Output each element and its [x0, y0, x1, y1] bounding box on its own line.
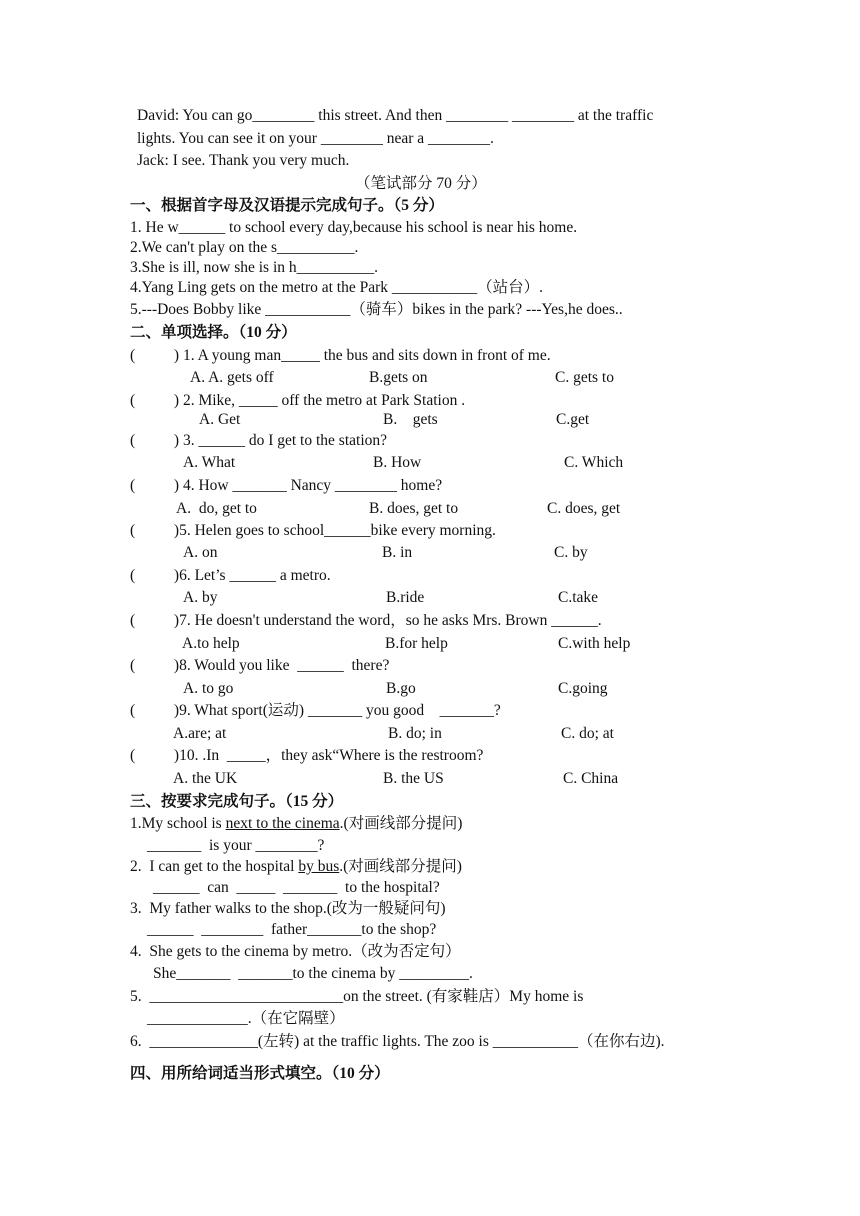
- rewrite-answer-3: ______ ________ father_______to the shop?: [147, 921, 437, 938]
- mc-option-8c: C.going: [558, 680, 608, 697]
- mc-option-8a: A. to go: [183, 680, 234, 697]
- rewrite-question-6: 6. ______________(左转) at the traffic lights. The zoo is ___________（在你右边).: [130, 1033, 665, 1050]
- mc-question-10: ( )10. .In _____，they ask“Where is the restroom?: [130, 747, 484, 764]
- mc-question-8: ( )8. Would you like ______ there?: [130, 657, 390, 674]
- mc-option-2c: C.get: [556, 411, 590, 428]
- mc-option-7c: C.with help: [558, 635, 631, 652]
- section1-item-5: 5.---Does Bobby like ___________（骑车）bikes in the park? ---Yes,he does..: [130, 301, 623, 318]
- section4-heading: 四、用所给词适当形式填空。（10 分）: [130, 1065, 390, 1082]
- rewrite-q2-text: 2. I can get to the hospital: [130, 858, 299, 875]
- mc-option-9a: A.are; at: [173, 725, 227, 742]
- dialogue-line-david-2: lights. You can see it on your ________ near a ________.: [137, 130, 494, 147]
- section1-item-4: 4.Yang Ling gets on the metro at the Park ___________（站台）.: [130, 279, 544, 296]
- rewrite-q1-text: 1.My school is: [130, 815, 226, 832]
- rewrite-q1-underlined: next to the cinema: [225, 815, 340, 832]
- mc-question-2: ( ) 2. Mike, _____ off the metro at Park Station .: [130, 392, 466, 409]
- mc-option-10a: A. the UK: [173, 770, 238, 787]
- rewrite-answer-1: _______ is your ________?: [147, 837, 325, 854]
- mc-option-6c: C.take: [558, 589, 599, 606]
- rewrite-q2-instruction: .(对画线部分提问): [339, 858, 462, 875]
- section1-item-3: 3.She is ill, now she is in h__________.: [130, 259, 379, 276]
- mc-option-4b: B. does, get to: [369, 500, 459, 517]
- section1-heading: 一、根据首字母及汉语提示完成句子。（5 分）: [130, 197, 444, 214]
- mc-option-8b: B.go: [386, 680, 416, 697]
- mc-option-7a: A.to help: [182, 635, 240, 652]
- rewrite-q1-instruction: .(对画线部分提问): [339, 815, 463, 832]
- mc-option-5b: B. in: [382, 544, 413, 561]
- mc-option-5c: C. by: [554, 544, 588, 561]
- mc-option-2b: B. gets: [383, 411, 438, 428]
- rewrite-question-3: 3. My father walks to the shop.(改为一般疑问句): [130, 900, 446, 917]
- mc-option-4c: C. does, get: [547, 500, 621, 517]
- mc-question-1: ( ) 1. A young man_____ the bus and sits down in front of me.: [130, 347, 551, 364]
- rewrite-q2-underlined: by bus: [298, 858, 340, 875]
- mc-option-3c: C. Which: [564, 454, 624, 471]
- section2-heading: 二、单项选择。（10 分）: [130, 324, 297, 341]
- mc-option-6a: A. by: [183, 589, 218, 606]
- mc-option-9b: B. do; in: [388, 725, 442, 742]
- section1-item-2: 2.We can't play on the s__________.: [130, 239, 359, 256]
- mc-question-4: ( ) 4. How _______ Nancy ________ home?: [130, 477, 443, 494]
- mc-option-10b: B. the US: [383, 770, 444, 787]
- mc-question-3: ( ) 3. ______ do I get to the station?: [130, 432, 387, 449]
- dialogue-line-jack: Jack: I see. Thank you very much.: [137, 152, 350, 169]
- mc-option-3a: A. What: [183, 454, 236, 471]
- mc-option-5a: A. on: [183, 544, 218, 561]
- mc-question-7: ( )7. He doesn't understand the word，so he asks Mrs. Brown ______.: [130, 612, 602, 629]
- mc-option-6b: B.ride: [386, 589, 425, 606]
- rewrite-question-2: [130, 857, 462, 877]
- dialogue-line-david-1: David: You can go________ this street. And then ________ ________ at the traffic: [137, 107, 654, 124]
- mc-option-1a: A. A. gets off: [190, 369, 274, 386]
- mc-option-4a: A. do, get to: [176, 500, 257, 517]
- mc-option-10c: C. China: [563, 770, 619, 787]
- rewrite-question-5-cont: _____________.（在它隔壁）: [147, 1010, 345, 1027]
- mc-option-2a: A. Get: [199, 411, 241, 428]
- mc-question-5: ( )5. Helen goes to school______bike every morning.: [130, 522, 496, 539]
- mc-option-3b: B. How: [373, 454, 422, 471]
- section3-heading: 三、按要求完成句子。（15 分）: [130, 793, 344, 810]
- rewrite-answer-2: ______ can _____ _______ to the hospital?: [153, 879, 440, 896]
- rewrite-question-1: [130, 814, 462, 834]
- mc-option-1b: B.gets on: [369, 369, 428, 386]
- mc-question-9: ( )9. What sport(运动) _______ you good _______?: [130, 702, 501, 719]
- rewrite-question-5: 5. _________________________on the street. (有家鞋店）My home is: [130, 988, 584, 1005]
- written-part-label: （笔试部分 70 分）: [355, 175, 487, 192]
- mc-question-6: ( )6. Let’s ______ a metro.: [130, 567, 331, 584]
- mc-option-7b: B.for help: [385, 635, 448, 652]
- mc-option-9c: C. do; at: [561, 725, 614, 742]
- rewrite-question-4: 4. She gets to the cinema by metro.（改为否定句）: [130, 943, 461, 960]
- mc-option-1c: C. gets to: [555, 369, 614, 386]
- section1-item-1: 1. He w______ to school every day,because his school is near his home.: [130, 219, 578, 236]
- rewrite-answer-4: She_______ _______to the cinema by _________.: [153, 965, 473, 982]
